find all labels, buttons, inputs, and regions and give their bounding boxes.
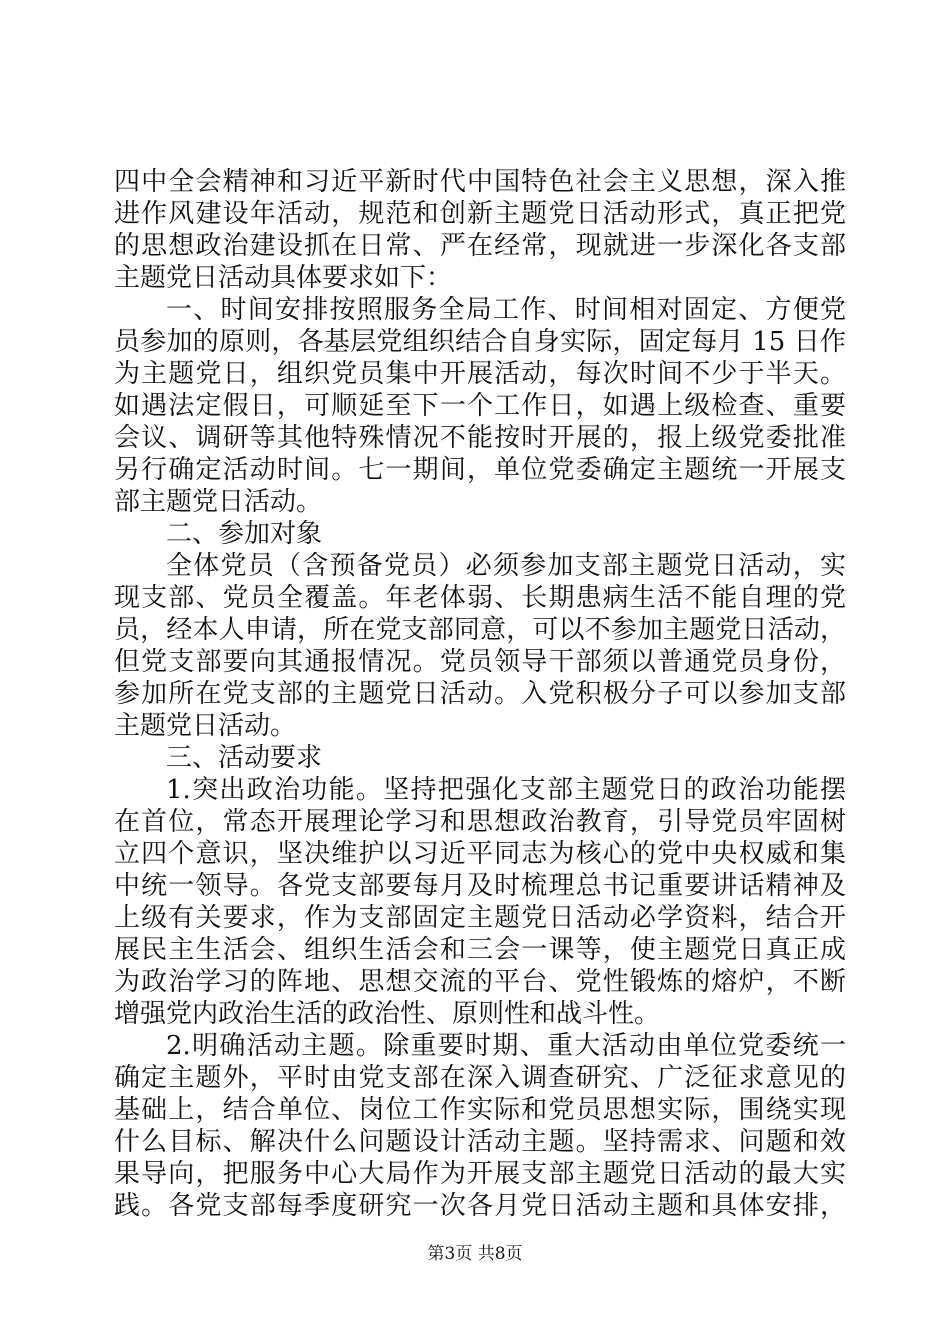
text-line: 全体党员（含预备党员）必须参加支部主题党日活动，实	[166, 551, 846, 581]
text-line: 2.明确活动主题。除重要时期、重大活动由单位党委统一	[166, 1031, 846, 1061]
text-line: 在首位，常态开展理论学习和思想政治教育，引导党员牢固树	[114, 807, 846, 837]
text-line: 部主题党日活动。	[114, 487, 323, 517]
text-line: 如遇法定假日，可顺延至下一个工作日，如遇上级检查、重要	[114, 391, 846, 421]
document-body	[114, 166, 846, 1222]
text-line: 现支部、党员全覆盖。年老体弱、长期患病生活不能自理的党	[114, 583, 846, 613]
section-heading: 二、参加对象	[166, 519, 323, 549]
page-number-footer: 第3页 共8页	[427, 1244, 523, 1264]
text-line: 会议、调研等其他特殊情况不能按时开展的，报上级党委批准	[114, 423, 846, 453]
text-line: 另行确定活动时间。七一期间，单位党委确定主题统一开展支	[114, 455, 846, 485]
text-line: 参加所在党支部的主题党日活动。入党积极分子可以参加支部	[114, 679, 846, 709]
text-line: 进作风建设年活动，规范和创新主题党日活动形式，真正把党	[114, 199, 846, 229]
text-line: 为政治学习的阵地、思想交流的平台、党性锻炼的熔炉，不断	[114, 967, 846, 997]
text-line: 确定主题外，平时由党支部在深入调查研究、广泛征求意见的	[114, 1063, 846, 1093]
text-line: 展民主生活会、组织生活会和三会一课等，使主题党日真正成	[114, 935, 846, 965]
text-line: 基础上，结合单位、岗位工作实际和党员思想实际，围绕实现	[114, 1095, 846, 1125]
text-line: 为主题党日，组织党员集中开展活动，每次时间不少于半天。	[114, 359, 846, 389]
section-heading: 三、活动要求	[166, 743, 323, 773]
text-line: 四中全会精神和习近平新时代中国特色社会主义思想，深入推	[114, 167, 846, 197]
text-line: 的思想政治建设抓在日常、严在经常，现就进一步深化各支部	[114, 231, 846, 261]
text-line: 什么目标、解决什么问题设计活动主题。坚持需求、问题和效	[114, 1127, 846, 1157]
text-line: 上级有关要求，作为支部固定主题党日活动必学资料，结合开	[114, 903, 846, 933]
text-line: 立四个意识，坚决维护以习近平同志为核心的党中央权威和集	[114, 839, 846, 869]
text-line: 践。各党支部每季度研究一次各月党日活动主题和具体安排，	[114, 1191, 846, 1221]
text-line: 主题党日活动。	[114, 711, 297, 741]
text-line: 中统一领导。各党支部要每月及时梳理总书记重要讲话精神及	[114, 871, 846, 901]
text-line: 但党支部要向其通报情况。党员领导干部须以普通党员身份，	[114, 647, 846, 677]
text-line: 一、时间安排按照服务全局工作、时间相对固定、方便党	[166, 295, 846, 325]
text-line: 果导向，把服务中心大局作为开展支部主题党日活动的最大实	[114, 1159, 846, 1189]
text-line: 员参加的原则，各基层党组织结合自身实际，固定每月 15 日作	[114, 327, 846, 357]
text-line: 增强党内政治生活的政治性、原则性和战斗性。	[114, 999, 661, 1029]
text-line: 员，经本人申请，所在党支部同意，可以不参加主题党日活动，	[114, 615, 846, 645]
text-line: 1.突出政治功能。坚持把强化支部主题党日的政治功能摆	[166, 775, 846, 805]
text-line: 主题党日活动具体要求如下：	[114, 263, 453, 293]
